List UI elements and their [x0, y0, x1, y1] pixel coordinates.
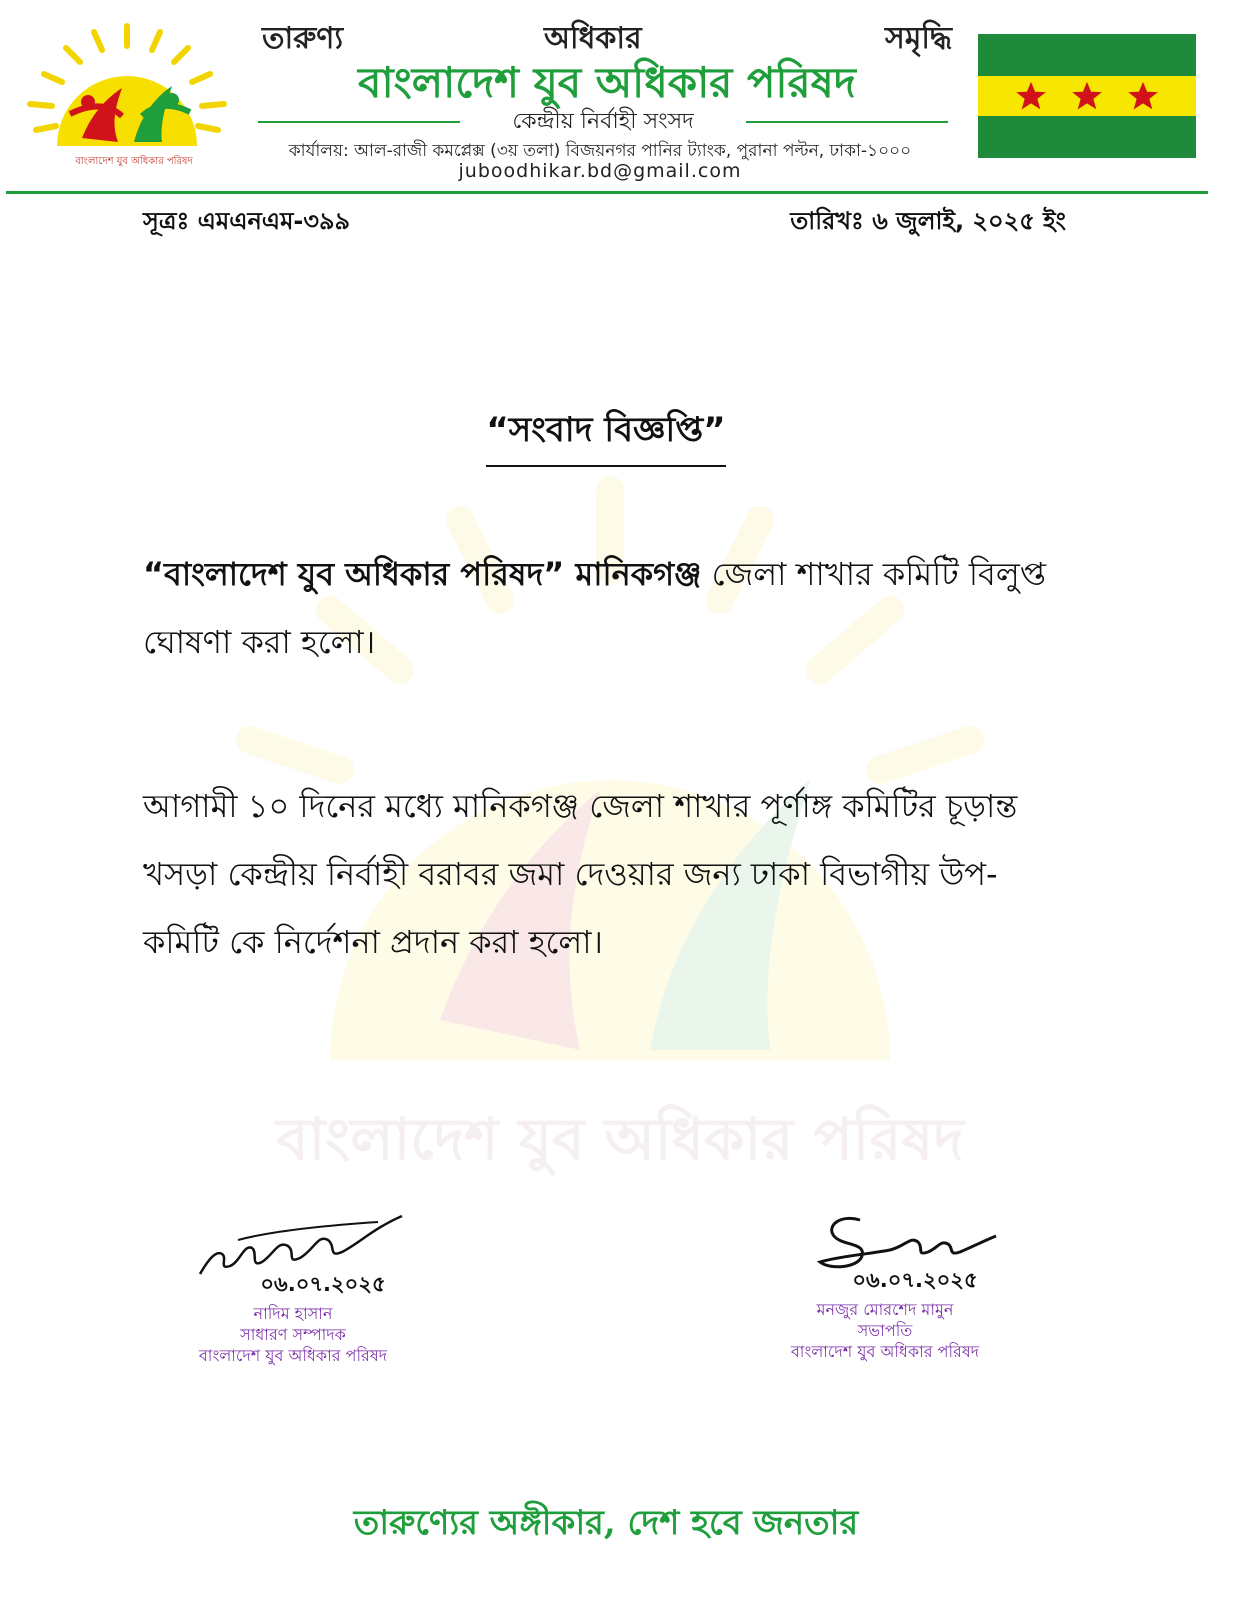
star-icon: [1014, 79, 1048, 113]
document-title: [0, 404, 1212, 467]
star-icon: [1070, 79, 1104, 113]
flag-stars: [978, 76, 1196, 116]
document-date: তারিখঃ ৬ জুলাই, ২০২৫ ইং: [790, 207, 1066, 235]
signatory-name: মনজুর মোরশেদ মামুন: [816, 1300, 954, 1319]
signatory-role: সাধারণ সম্পাদক: [240, 1325, 346, 1344]
org-logo: [22, 18, 232, 178]
document-title-text: “সংবাদ বিজ্ঞপ্তি”: [486, 404, 725, 467]
motto-rights: অধিকার: [544, 21, 642, 56]
motto-prosperity: সমৃদ্ধি: [884, 21, 952, 56]
org-email: juboodhikar.bd@gmail.com: [458, 160, 742, 182]
sun-logo-icon: [22, 18, 232, 158]
signature-date: ০৬.০৭.২০২৫: [852, 1268, 978, 1292]
org-flag: [978, 34, 1196, 158]
divider-right: [746, 121, 948, 123]
reference-number: সূত্রঃ এমএনএম-৩৯৯: [143, 207, 351, 235]
council-name: কেন্দ্রীয় নির্বাহী সংসদ: [512, 109, 694, 134]
signature-block-president: [760, 1206, 1010, 1362]
logo-caption: বাংলাদেশ যুব অধিকার পরিষদ: [75, 156, 193, 167]
flag-band-bottom: [978, 116, 1196, 158]
header-mottos: [262, 14, 952, 54]
paragraph-directive: আগামী ১০ দিনের মধ্যে মানিকগঞ্জ জেলা শাখার পূর্ণাঙ্গ কমিটির চূড়ান্ত খসড়া কেন্দ্রীয় নির্বাহী বরাবর জমা দেওয়ার জন্য ঢাকা বিভাগীয় উপ-কমিটি কে নির্দেশনা প্রদান করা হলো।: [143, 787, 1018, 961]
signatory-name: নাদিম হাসান: [253, 1304, 333, 1323]
paragraph-dissolution: [143, 540, 1073, 676]
star-icon: [1126, 79, 1160, 113]
watermark-text: বাংলাদেশ যুব অধিকার পরিষদ: [276, 1105, 964, 1173]
office-address: কার্যালয়: আল-রাজী কমপ্লেক্স (৩য় তলা) বিজয়নগর পানির ট্যাংক, পুরানা পল্টন, ঢাকা-১০০০: [288, 141, 912, 161]
header-divider: [6, 191, 1208, 194]
signatory-org: বাংলাদেশ যুব অধিকার পরিষদ: [198, 1346, 388, 1365]
signature-date: ০৬.০৭.২০২৫: [260, 1272, 386, 1296]
signatory-org: বাংলাদেশ যুব অধিকার পরিষদ: [790, 1342, 980, 1361]
paragraph-dissolution-bold: “বাংলাদেশ যুব অধিকার পরিষদ” মানিকগঞ্জ: [143, 555, 702, 593]
signatory-role: সভাপতি: [857, 1321, 913, 1340]
paragraph-dissolution-rest: জেলা শাখার কমিটি বিলুপ্ত ঘোষণা করা হলো।: [143, 555, 1047, 661]
flag-band-top: [978, 34, 1196, 76]
org-name: বাংলাদেশ যুব অধিকার পরিষদ: [358, 58, 856, 107]
footer-motto: তারুণ্যের অঙ্গীকার, দেশ হবে জনতার: [353, 1503, 859, 1543]
motto-youth: তারুণ্য: [262, 21, 344, 56]
council-row: [258, 104, 948, 134]
signature-block-secretary: [168, 1210, 418, 1366]
